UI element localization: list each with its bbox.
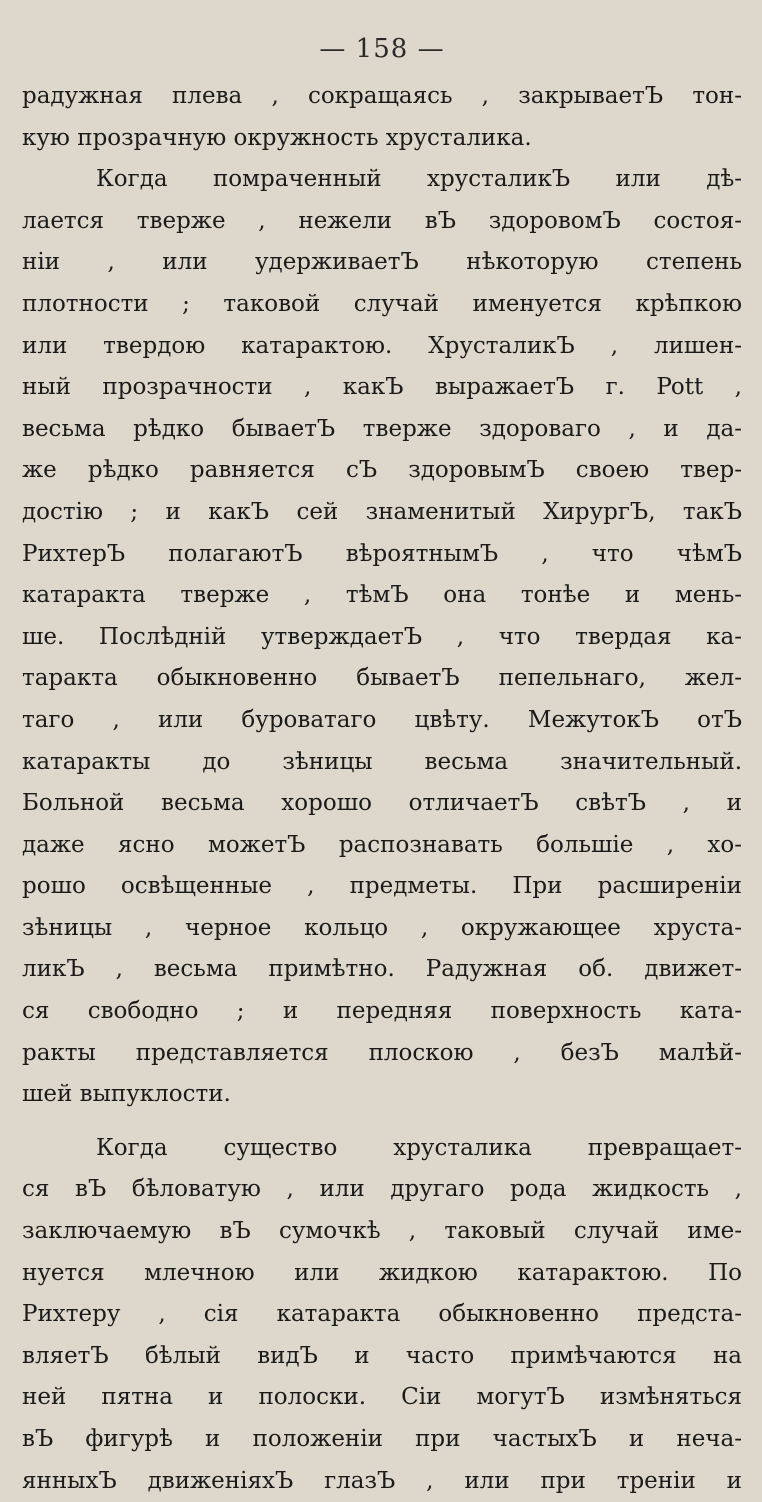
text-line: нуется млечною или жидкою катарактою. По [22, 1259, 742, 1286]
text-line: лается тверже , нежели вЪ здоровомЪ состоя- [22, 207, 742, 234]
paragraph-2 [22, 159, 742, 1116]
text-line: или твердою катарактою. ХрусталикЪ , лишен- [22, 332, 742, 359]
text-line: ше. Послѣдній утверждаетЪ , что твердая ка- [22, 623, 742, 650]
text-line: зѣницы , черное кольцо , окружающее хруста- [22, 914, 742, 941]
text-line: ликЪ , весьма примѣтно. Радужная об. движет- [22, 956, 742, 983]
text-line: РихтерЪ полагаютЪ вѣроятнымЪ , что чѣмЪ [22, 540, 742, 567]
text-line: ся свободно ; и передняя поверхность ката- [22, 998, 742, 1025]
paragraph-1 [22, 76, 742, 159]
text-line: таго , или буроватаго цвѣту. МежутокЪ отЪ [22, 706, 742, 733]
text-line: вляетЪ бѣлый видЪ и часто примѣчаются на [22, 1342, 742, 1369]
text-line: заключаемую вЪ сумочкѣ , таковый случай име- [22, 1218, 742, 1245]
paragraph-3 [22, 1128, 742, 1502]
text-line: таракта обыкновенно бываетЪ пепельнаго, жел- [22, 665, 742, 692]
text-line: рошо освѣщенные , предметы. При расширеніи [22, 873, 742, 900]
text-line: весьма рѣдко бываетЪ тверже здороваго , и да- [22, 415, 742, 442]
text-line: Когда существо хрусталика превращает- [96, 1134, 742, 1161]
text-line: ный прозрачности , какЪ выражаетЪ г. Pott , [22, 374, 742, 401]
text-line: радужная плева , сокращаясь , закрываетЪ тон- [22, 83, 742, 109]
paragraph-gap [22, 1116, 742, 1128]
text-line: катаракта тверже , тѣмЪ она тонѣе и мень- [22, 582, 742, 609]
text-line: кую прозрачную окружность хрусталика. [22, 124, 532, 151]
text-line: вЪ фигурѣ и положеніи при частыхЪ и неча- [22, 1426, 742, 1452]
text-line: Рихтеру , сія катаракта обыкновенно предста- [22, 1301, 742, 1328]
text-line: ракты представляется плоскою , безЪ малѣй- [22, 1039, 742, 1066]
text-line: ніи , или удерживаетЪ нѣкоторую степень [22, 249, 742, 276]
text-line: Когда помраченный хрусталикЪ или дѣ- [96, 166, 742, 193]
text-line: даже ясно можетЪ распознавать большіе , хо- [22, 831, 742, 858]
text-line: достію ; и какЪ сей знаменитый ХирургЪ, такЪ [22, 498, 742, 525]
text-line: ся вЪ бѣловатую , или другаго рода жидкость , [22, 1176, 742, 1203]
text-line: катаракты до зѣницы весьма значительный. [22, 748, 742, 775]
text-line: ней пятна и полоски. Сіи могутЪ измѣняться [22, 1384, 742, 1411]
text-line: же рѣдко равняется сЪ здоровымЪ своею твер- [22, 457, 742, 484]
page-number: — 158 — [319, 34, 445, 64]
text-line: шей выпуклости. [22, 1081, 231, 1108]
text-line: янныхЪ движеніяхЪ глазЪ , или при треніи и [22, 1467, 742, 1494]
text-line: плотности ; таковой случай именуется крѣпкою [22, 290, 742, 317]
text-line: Больной весьма хорошо отличаетЪ свѣтЪ , и [22, 790, 742, 817]
